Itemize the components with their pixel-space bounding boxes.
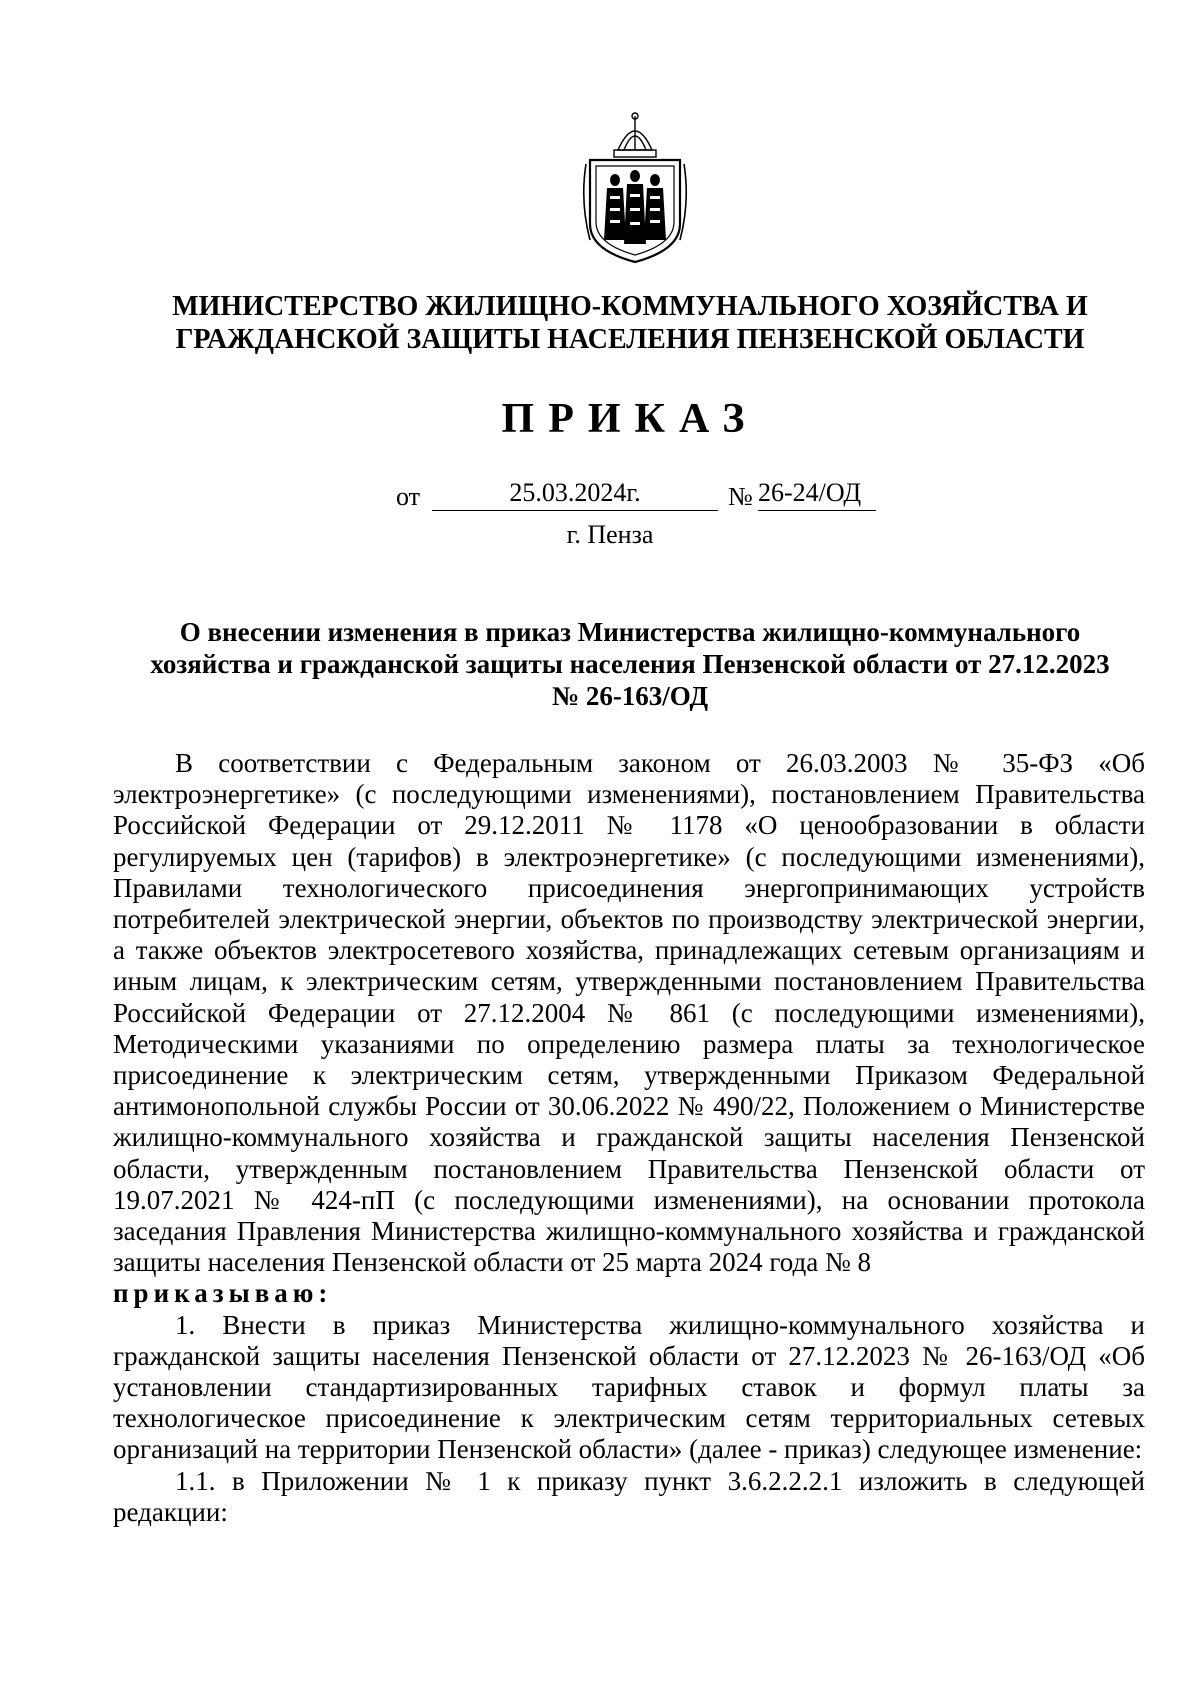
ministry-name-line-1: МИНИСТЕРСТВО ЖИЛИЩНО-КОММУНАЛЬНОГО ХОЗЯЙСТВА И [172, 291, 1088, 322]
date-label: от [396, 482, 421, 511]
order-number: 26-24/ОД [758, 478, 876, 511]
subject-line-1: О внесении изменения в приказ Министерства жилищно-коммунального [179, 617, 1081, 647]
order-title: ПРИКАЗ [501, 396, 759, 442]
order-word-paragraph [113, 1278, 1145, 1309]
coat-of-arms-emblem [580, 112, 690, 265]
order-date: 25.03.2024г. [432, 478, 718, 511]
item-1-paragraph: 1. Внести в приказ Министерства жилищно-коммунального хозяйства и гражданской защиты населения Пензенской области от 27.12.2023 № 26-163/ОД «Об установлении стандартизированных тарифных ставок и формул платы за технологическое присоединение к электрическим сетям территориальных сетевых организаций на территории Пензенской области» (далее - приказ) следующее изменение: [113, 1309, 1145, 1465]
item-1-1-paragraph: 1.1. в Приложении № 1 к приказу пункт 3.6.2.2.2.1 изложить в следующей редакции: [113, 1465, 1145, 1527]
preamble-paragraph: В соответствии с Федеральным законом от 26.03.2003 № 35-ФЗ «Об электроэнергетике» (с последующими изменениями), постановлением Правительства Российской Федерации от 29.12.2011 № 1178 «О ценообразовании в области регулируемых цен (тарифов) в электроэнергетике» (с последующими изменениями), Правилами технологического присоединения энергопринимающих устройств потребителей электрической энергии, объектов по производству электрической энергии, а также объектов электросетевого хозяйства, принадлежащих сетевым организациям и иным лицам, к электрическим сетям, утвержденными постановлением Правительства Российской Федерации от 27.12.2004 № 861 (с последующими изменениями), Методическими указаниями по определению размера платы за технологическое присоединение к электрическим сетям, утвержденными Приказом Федеральной антимонопольной службы России от 30.06.2022 № 490/22, Положением о Министерстве жилищно-коммунального хозяйства и гражданской защиты населения Пензенской области, утвержденным постановлением Правительства Пензенской области от 19.07.2021 № 424-пП (с последующими изменениями), на основании протокола заседания Правления Министерства жилищно-коммунального хозяйства и гражданской защиты населения Пензенской области от 25 марта 2024 года № 8 [113, 748, 1145, 1278]
order-subject [130, 616, 1130, 712]
subject-line-2: хозяйства и гражданской защиты населения Пензенской области от 27.12.2023 [150, 649, 1110, 679]
number-label: № [728, 482, 753, 511]
order-body [113, 748, 1145, 1528]
city-name: г. Пенза [566, 520, 654, 549]
order-date-number-row [0, 478, 1200, 514]
order-word: приказываю: [113, 1278, 333, 1309]
subject-line-3: № 26-163/ОД [551, 681, 709, 711]
ministry-name-line-2: ГРАЖДАНСКОЙ ЗАЩИТЫ НАСЕЛЕНИЯ ПЕНЗЕНСКОЙ ОБЛАСТИ [175, 324, 1085, 355]
ministry-name [130, 290, 1130, 356]
